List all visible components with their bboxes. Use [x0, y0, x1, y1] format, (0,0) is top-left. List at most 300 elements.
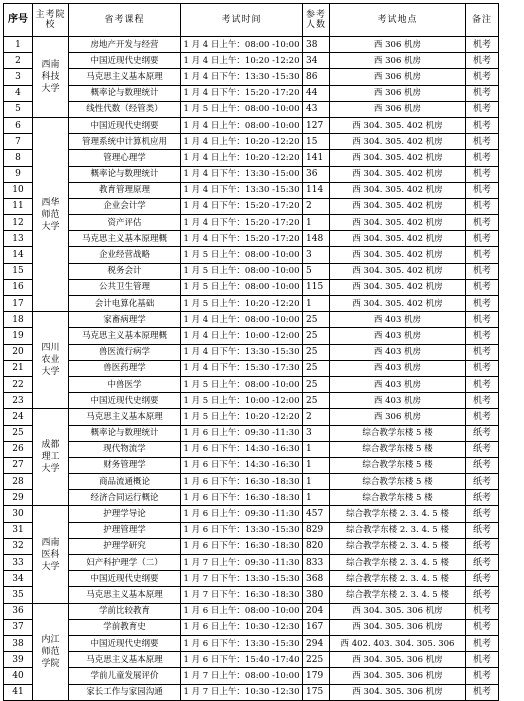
school-cell: 西南医科大学 — [33, 506, 69, 603]
exam-note-cell: 纸考 — [466, 457, 499, 473]
row-index-cell: 1 — [4, 37, 33, 53]
row-index-cell: 39 — [4, 652, 33, 668]
exam-time-cell: 1 月 6 日下午：14:30 -16:30 — [181, 457, 303, 473]
exam-note-cell: 机考 — [466, 231, 499, 247]
participant-count-cell: 25 — [303, 344, 330, 360]
exam-location-cell: 综合教学东楼 2. 3. 4. 5 楼 — [330, 506, 466, 522]
row-index-cell: 10 — [4, 182, 33, 198]
course-cell: 学前比较教育 — [69, 603, 181, 619]
row-index-cell: 37 — [4, 619, 33, 635]
table-row — [4, 247, 499, 263]
exam-note-cell: 纸考 — [466, 506, 499, 522]
table-row — [4, 474, 499, 490]
exam-time-cell: 1 月 4 日下午：15:20 -17:20 — [181, 215, 303, 231]
participant-count-cell: 36 — [303, 166, 330, 182]
table-row — [4, 312, 499, 328]
participant-count-cell: 167 — [303, 619, 330, 635]
exam-time-cell: 1 月 5 日上午：10:20 -12:20 — [181, 409, 303, 425]
participant-count-cell: 25 — [303, 328, 330, 344]
row-index-cell: 28 — [4, 474, 33, 490]
table-row — [4, 619, 499, 635]
exam-note-cell: 机考 — [466, 603, 499, 619]
row-index-cell: 13 — [4, 231, 33, 247]
exam-location-cell: 西 304. 305. 402 机房 — [330, 231, 466, 247]
exam-note-cell: 机考 — [466, 409, 499, 425]
exam-note-cell: 机考 — [466, 198, 499, 214]
exam-location-cell: 西 304. 305. 402 机房 — [330, 296, 466, 312]
row-index-cell: 18 — [4, 312, 33, 328]
exam-note-cell: 机考 — [466, 85, 499, 101]
exam-note-cell: 机考 — [466, 37, 499, 53]
exam-location-cell: 西 304. 305. 402 机房 — [330, 215, 466, 231]
exam-time-cell: 1 月 4 日下午：13:30 -15:30 — [181, 344, 303, 360]
course-cell: 马克思主义基本原理概 — [69, 231, 181, 247]
exam-location-cell: 西 304. 305. 402 机房 — [330, 279, 466, 295]
exam-time-cell: 1 月 4 日上午：10:00 -12:00 — [181, 328, 303, 344]
header-school: 主考院校 — [33, 4, 69, 37]
table-row — [4, 409, 499, 425]
row-index-cell: 30 — [4, 506, 33, 522]
participant-count-cell: 1 — [303, 215, 330, 231]
course-cell: 财务管理学 — [69, 457, 181, 473]
exam-location-cell: 西 403 机房 — [330, 376, 466, 392]
course-cell: 护理管理学 — [69, 522, 181, 538]
participant-count-cell: 368 — [303, 571, 330, 587]
row-index-cell: 17 — [4, 296, 33, 312]
row-index-cell: 9 — [4, 166, 33, 182]
table-row — [4, 490, 499, 506]
exam-location-cell: 综合教学东楼 5 楼 — [330, 425, 466, 441]
header-note: 备注 — [466, 4, 499, 37]
exam-note-cell: 机考 — [466, 668, 499, 684]
participant-count-cell: 2 — [303, 198, 330, 214]
row-index-cell: 23 — [4, 393, 33, 409]
exam-time-cell: 1 月 4 日下午：15:20 -17:20 — [181, 85, 303, 101]
table-row — [4, 182, 499, 198]
course-cell: 家长工作与家园沟通 — [69, 684, 181, 700]
row-index-cell: 8 — [4, 150, 33, 166]
exam-location-cell: 西 304. 305. 306 机房 — [330, 684, 466, 700]
row-index-cell: 2 — [4, 53, 33, 69]
exam-location-cell: 西 403 机房 — [330, 360, 466, 376]
school-cell: 成都理工大学 — [33, 409, 69, 506]
row-index-cell: 20 — [4, 344, 33, 360]
course-cell: 线性代数（经管类） — [69, 101, 181, 117]
participant-count-cell: 25 — [303, 312, 330, 328]
participant-count-cell: 38 — [303, 37, 330, 53]
row-index-cell: 7 — [4, 134, 33, 150]
school-cell: 四川农业大学 — [33, 312, 69, 409]
exam-time-cell: 1 月 6 日下午：16:30 -18:30 — [181, 490, 303, 506]
table-row — [4, 571, 499, 587]
exam-time-cell: 1 月 7 日下午：16:30 -18:30 — [181, 587, 303, 603]
course-cell: 中国近现代史纲要 — [69, 635, 181, 651]
exam-note-cell: 纸考 — [466, 441, 499, 457]
table-row — [4, 198, 499, 214]
course-cell: 兽医流行病学 — [69, 344, 181, 360]
exam-time-cell: 1 月 5 日上午：08:00 -10:00 — [181, 279, 303, 295]
exam-note-cell: 机考 — [466, 101, 499, 117]
table-row — [4, 376, 499, 392]
exam-time-cell: 1 月 4 日下午：13:30 -15:00 — [181, 166, 303, 182]
course-cell: 教育管理原理 — [69, 182, 181, 198]
exam-time-cell: 1 月 5 日上午：08:00 -10:00 — [181, 263, 303, 279]
exam-location-cell: 西 403 机房 — [330, 393, 466, 409]
table-row — [4, 231, 499, 247]
table-row — [4, 166, 499, 182]
row-index-cell: 19 — [4, 328, 33, 344]
table-row — [4, 53, 499, 69]
exam-location-cell: 综合教学东楼 2. 3. 4. 5 楼 — [330, 522, 466, 538]
course-cell: 会计电算化基础 — [69, 296, 181, 312]
participant-count-cell: 820 — [303, 538, 330, 554]
row-index-cell: 14 — [4, 247, 33, 263]
exam-time-cell: 1 月 5 日上午：08:00 -10:00 — [181, 101, 303, 117]
exam-note-cell: 机考 — [466, 619, 499, 635]
course-cell: 公共卫生管理 — [69, 279, 181, 295]
exam-time-cell: 1 月 4 日下午：15:20 -17:20 — [181, 198, 303, 214]
row-index-cell: 40 — [4, 668, 33, 684]
exam-time-cell: 1 月 7 日上午：10:30 -12:30 — [181, 684, 303, 700]
row-index-cell: 38 — [4, 635, 33, 651]
course-cell: 概率论与数理统计 — [69, 85, 181, 101]
exam-time-cell: 1 月 6 日上午：10:30 -12:30 — [181, 619, 303, 635]
exam-time-cell: 1 月 6 日下午：16:30 -18:30 — [181, 538, 303, 554]
course-cell: 中兽医学 — [69, 376, 181, 392]
exam-time-cell: 1 月 6 日上午：08:00 -10:00 — [181, 603, 303, 619]
table-row — [4, 441, 499, 457]
exam-note-cell: 机考 — [466, 182, 499, 198]
exam-note-cell: 纸考 — [466, 538, 499, 554]
table-row — [4, 652, 499, 668]
header-time: 考试时间 — [181, 4, 303, 37]
table-row — [4, 101, 499, 117]
exam-location-cell: 西 306 机房 — [330, 85, 466, 101]
exam-location-cell: 西 304. 305. 402 机房 — [330, 117, 466, 133]
course-cell: 兽医药理学 — [69, 360, 181, 376]
table-row — [4, 425, 499, 441]
participant-count-cell: 148 — [303, 231, 330, 247]
participant-count-cell: 457 — [303, 506, 330, 522]
exam-note-cell: 机考 — [466, 360, 499, 376]
course-cell: 经济合同运行概论 — [69, 490, 181, 506]
exam-location-cell: 西 304. 305. 402 机房 — [330, 134, 466, 150]
exam-location-cell: 综合教学东楼 2. 3. 4. 5 楼 — [330, 538, 466, 554]
exam-location-cell: 西 304. 305. 402 机房 — [330, 263, 466, 279]
exam-time-cell: 1 月 6 日上午：09:30 -11:30 — [181, 506, 303, 522]
exam-time-cell: 1 月 7 日上午：09:30 -11:30 — [181, 555, 303, 571]
exam-note-cell: 机考 — [466, 53, 499, 69]
course-cell: 学前教育史 — [69, 619, 181, 635]
exam-note-cell: 纸考 — [466, 490, 499, 506]
exam-note-cell: 纸考 — [466, 555, 499, 571]
header-count: 参考人数 — [303, 4, 330, 37]
school-cell: 西华师范大学 — [33, 117, 69, 311]
exam-location-cell: 西 306 机房 — [330, 101, 466, 117]
participant-count-cell: 225 — [303, 652, 330, 668]
course-cell: 马克思主义基本原理 — [69, 587, 181, 603]
participant-count-cell: 3 — [303, 247, 330, 263]
row-index-cell: 3 — [4, 69, 33, 85]
course-cell: 家畜病理学 — [69, 312, 181, 328]
row-index-cell: 16 — [4, 279, 33, 295]
exam-time-cell: 1 月 4 日下午：15:20 -17:20 — [181, 231, 303, 247]
participant-count-cell: 5 — [303, 263, 330, 279]
exam-time-cell: 1 月 7 日上午：08:00 -10:00 — [181, 668, 303, 684]
table-row — [4, 587, 499, 603]
row-index-cell: 36 — [4, 603, 33, 619]
exam-location-cell: 西 306 机房 — [330, 53, 466, 69]
participant-count-cell: 127 — [303, 117, 330, 133]
participant-count-cell: 204 — [303, 603, 330, 619]
table-row — [4, 150, 499, 166]
row-index-cell: 26 — [4, 441, 33, 457]
exam-location-cell: 西 403 机房 — [330, 312, 466, 328]
course-cell: 资产评估 — [69, 215, 181, 231]
exam-location-cell: 综合教学东楼 5 楼 — [330, 457, 466, 473]
exam-note-cell: 机考 — [466, 150, 499, 166]
table-row — [4, 538, 499, 554]
course-cell: 马克思主义基本原理 — [69, 69, 181, 85]
exam-note-cell: 机考 — [466, 312, 499, 328]
row-index-cell: 29 — [4, 490, 33, 506]
exam-location-cell: 西 403 机房 — [330, 328, 466, 344]
participant-count-cell: 34 — [303, 53, 330, 69]
table-row — [4, 328, 499, 344]
course-cell: 中国近现代史纲要 — [69, 393, 181, 409]
exam-note-cell: 机考 — [466, 652, 499, 668]
participant-count-cell: 44 — [303, 85, 330, 101]
table-row — [4, 457, 499, 473]
exam-note-cell: 机考 — [466, 344, 499, 360]
table-row — [4, 263, 499, 279]
course-cell: 概率论与数理统计 — [69, 425, 181, 441]
exam-location-cell: 综合教学东楼 5 楼 — [330, 490, 466, 506]
table-row — [4, 69, 499, 85]
participant-count-cell: 1 — [303, 457, 330, 473]
participant-count-cell: 1 — [303, 490, 330, 506]
exam-time-cell: 1 月 7 日下午：13:30 -15:30 — [181, 571, 303, 587]
table-row — [4, 635, 499, 651]
row-index-cell: 24 — [4, 409, 33, 425]
row-index-cell: 12 — [4, 215, 33, 231]
school-cell: 西南科技大学 — [33, 37, 69, 118]
exam-location-cell: 综合教学东楼 2. 3. 4. 5 楼 — [330, 555, 466, 571]
row-index-cell: 33 — [4, 555, 33, 571]
school-cell: 内江师范学院 — [33, 603, 69, 700]
header-course: 省考课程 — [69, 4, 181, 37]
exam-time-cell: 1 月 6 日下午：13:30 -15:30 — [181, 522, 303, 538]
exam-note-cell: 机考 — [466, 635, 499, 651]
exam-location-cell: 西 304. 305. 306 机房 — [330, 619, 466, 635]
exam-note-cell: 纸考 — [466, 522, 499, 538]
table-row — [4, 668, 499, 684]
row-index-cell: 6 — [4, 117, 33, 133]
row-index-cell: 25 — [4, 425, 33, 441]
participant-count-cell: 25 — [303, 393, 330, 409]
exam-location-cell: 西 304. 305. 402 机房 — [330, 166, 466, 182]
row-index-cell: 11 — [4, 198, 33, 214]
exam-location-cell: 西 306 机房 — [330, 37, 466, 53]
row-index-cell: 41 — [4, 684, 33, 700]
table-row — [4, 296, 499, 312]
exam-location-cell: 综合教学东楼 5 楼 — [330, 441, 466, 457]
participant-count-cell: 25 — [303, 360, 330, 376]
participant-count-cell: 829 — [303, 522, 330, 538]
participant-count-cell: 3 — [303, 425, 330, 441]
course-cell: 商品流通概论 — [69, 474, 181, 490]
exam-time-cell: 1 月 4 日下午：13:30 -15:30 — [181, 182, 303, 198]
participant-count-cell: 380 — [303, 587, 330, 603]
course-cell: 企业会计学 — [69, 198, 181, 214]
course-cell: 管理系统中计算机应用 — [69, 134, 181, 150]
table-row — [4, 555, 499, 571]
exam-location-cell: 西 402. 403. 304. 305. 306 — [330, 635, 466, 651]
row-index-cell: 32 — [4, 538, 33, 554]
table-row — [4, 117, 499, 133]
row-index-cell: 4 — [4, 85, 33, 101]
participant-count-cell: 294 — [303, 635, 330, 651]
exam-location-cell: 西 304. 305. 306 机房 — [330, 603, 466, 619]
row-index-cell: 27 — [4, 457, 33, 473]
course-cell: 税务会计 — [69, 263, 181, 279]
exam-time-cell: 1 月 6 日下午：13:30 -15:30 — [181, 635, 303, 651]
exam-time-cell: 1 月 4 日上午：10:20 -12:20 — [181, 53, 303, 69]
row-index-cell: 22 — [4, 376, 33, 392]
exam-time-cell: 1 月 5 日上午：08:00 -10:00 — [181, 247, 303, 263]
exam-location-cell: 西 306 机房 — [330, 409, 466, 425]
exam-location-cell: 综合教学东楼 5 楼 — [330, 474, 466, 490]
course-cell: 马克思主义基本原理概 — [69, 328, 181, 344]
exam-note-cell: 机考 — [466, 247, 499, 263]
exam-note-cell: 机考 — [466, 296, 499, 312]
course-cell: 中国近现代史纲要 — [69, 53, 181, 69]
exam-time-cell: 1 月 4 日下午：15:30 -17:30 — [181, 360, 303, 376]
course-cell: 现代物流学 — [69, 441, 181, 457]
table-body — [4, 37, 499, 701]
course-cell: 概率论与数理统计 — [69, 166, 181, 182]
row-index-cell: 34 — [4, 571, 33, 587]
exam-time-cell: 1 月 5 日上午：10:00 -12:00 — [181, 393, 303, 409]
participant-count-cell: 114 — [303, 182, 330, 198]
table-row — [4, 134, 499, 150]
table-row — [4, 37, 499, 53]
table-row — [4, 603, 499, 619]
exam-location-cell: 西 304. 305. 402 机房 — [330, 198, 466, 214]
exam-location-cell: 西 403 机房 — [330, 344, 466, 360]
exam-time-cell: 1 月 6 日下午：16:30 -18:30 — [181, 474, 303, 490]
exam-location-cell: 西 304. 305. 402 机房 — [330, 150, 466, 166]
exam-time-cell: 1 月 6 日下午：14:30 -16:30 — [181, 441, 303, 457]
table-row — [4, 393, 499, 409]
table-row — [4, 279, 499, 295]
participant-count-cell: 179 — [303, 668, 330, 684]
course-cell: 管理心理学 — [69, 150, 181, 166]
exam-time-cell: 1 月 6 日下午：15:40 -17:40 — [181, 652, 303, 668]
exam-location-cell: 西 306 机房 — [330, 69, 466, 85]
exam-location-cell: 西 304. 305. 306 机房 — [330, 668, 466, 684]
exam-note-cell: 机考 — [466, 279, 499, 295]
exam-time-cell: 1 月 4 日上午：10:20 -12:20 — [181, 150, 303, 166]
course-cell: 中国近现代史纲要 — [69, 571, 181, 587]
header-row — [4, 4, 499, 37]
exam-note-cell: 机考 — [466, 166, 499, 182]
exam-note-cell: 机考 — [466, 215, 499, 231]
table-row — [4, 360, 499, 376]
participant-count-cell: 115 — [303, 279, 330, 295]
exam-location-cell: 综合教学东楼 2. 3. 4. 5 楼 — [330, 587, 466, 603]
participant-count-cell: 141 — [303, 150, 330, 166]
exam-time-cell: 1 月 4 日上午：08:00 -10:00 — [181, 37, 303, 53]
participant-count-cell: 25 — [303, 376, 330, 392]
participant-count-cell: 833 — [303, 555, 330, 571]
exam-note-cell: 机考 — [466, 69, 499, 85]
exam-time-cell: 1 月 5 日上午：10:20 -12:20 — [181, 296, 303, 312]
exam-time-cell: 1 月 6 日上午：09:30 -11:30 — [181, 425, 303, 441]
exam-note-cell: 机考 — [466, 117, 499, 133]
participant-count-cell: 175 — [303, 684, 330, 700]
exam-time-cell: 1 月 5 日上午：08:00 -10:00 — [181, 376, 303, 392]
participant-count-cell: 15 — [303, 134, 330, 150]
header-location: 考试地点 — [330, 4, 466, 37]
table-row — [4, 506, 499, 522]
table-row — [4, 85, 499, 101]
table-row — [4, 522, 499, 538]
course-cell: 马克思主义基本原理 — [69, 409, 181, 425]
exam-note-cell: 纸考 — [466, 425, 499, 441]
exam-note-cell: 纸考 — [466, 571, 499, 587]
exam-note-cell: 机考 — [466, 393, 499, 409]
exam-note-cell: 机考 — [466, 263, 499, 279]
exam-schedule-sheet — [3, 3, 499, 701]
participant-count-cell: 1 — [303, 296, 330, 312]
exam-note-cell: 机考 — [466, 376, 499, 392]
table-row — [4, 215, 499, 231]
exam-note-cell: 机考 — [466, 684, 499, 700]
exam-time-cell: 1 月 4 日下午：13:30 -15:30 — [181, 69, 303, 85]
row-index-cell: 35 — [4, 587, 33, 603]
exam-time-cell: 1 月 4 日上午：08:00 -10:00 — [181, 312, 303, 328]
course-cell: 护理学导论 — [69, 506, 181, 522]
participant-count-cell: 1 — [303, 474, 330, 490]
course-cell: 企业经营战略 — [69, 247, 181, 263]
row-index-cell: 15 — [4, 263, 33, 279]
course-cell: 学前儿童发展评价 — [69, 668, 181, 684]
exam-time-cell: 1 月 4 日上午：08:00 -10:00 — [181, 117, 303, 133]
exam-location-cell: 西 304. 305. 306 机房 — [330, 652, 466, 668]
row-index-cell: 5 — [4, 101, 33, 117]
participant-count-cell: 1 — [303, 441, 330, 457]
participant-count-cell: 2 — [303, 409, 330, 425]
course-cell: 护理学研究 — [69, 538, 181, 554]
exam-note-cell: 机考 — [466, 134, 499, 150]
course-cell: 马克思主义基本原理 — [69, 652, 181, 668]
table-row — [4, 344, 499, 360]
exam-location-cell: 西 304. 305. 402 机房 — [330, 247, 466, 263]
course-cell: 妇产科护理学（二） — [69, 555, 181, 571]
course-cell: 中国近现代史纲要 — [69, 117, 181, 133]
exam-note-cell: 纸考 — [466, 474, 499, 490]
exam-location-cell: 综合教学东楼 2. 3. 4. 5 楼 — [330, 571, 466, 587]
row-index-cell: 21 — [4, 360, 33, 376]
exam-note-cell: 纸考 — [466, 587, 499, 603]
exam-location-cell: 西 304. 305. 402 机房 — [330, 182, 466, 198]
course-cell: 房地产开发与经营 — [69, 37, 181, 53]
row-index-cell: 31 — [4, 522, 33, 538]
participant-count-cell: 86 — [303, 69, 330, 85]
exam-note-cell: 机考 — [466, 328, 499, 344]
exam-schedule-table — [3, 3, 499, 701]
